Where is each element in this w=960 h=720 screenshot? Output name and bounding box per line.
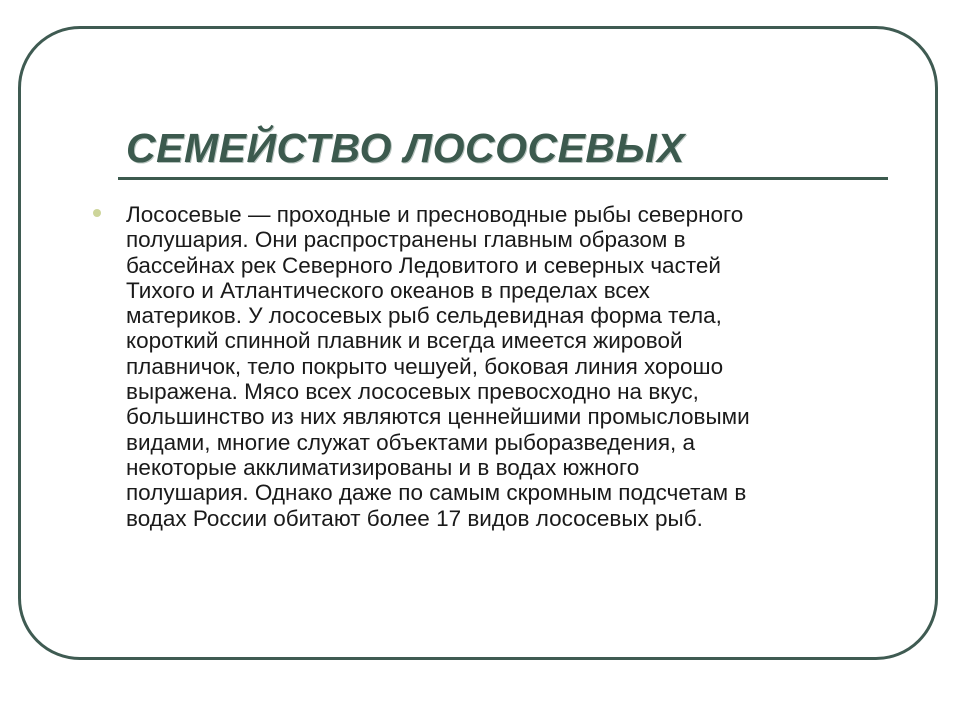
text-line: некоторые акклиматизированы и в водах южного (126, 454, 640, 480)
text-line: полушария. Однако даже по самым скромным подсчетам в (126, 480, 747, 506)
text-line: большинство из них являются ценнейшими промысловыми (126, 404, 750, 430)
bullet-text (126, 202, 886, 531)
bullet-icon (93, 209, 101, 217)
title-underline (118, 177, 888, 180)
text-line: короткий спинной плавник и всегда имеется жировой (126, 328, 683, 354)
text-line: водах России обитают более 17 видов лососевых рыб. (126, 505, 703, 531)
text-line: Лососевые — проходные и пресноводные рыбы северного (126, 202, 744, 227)
text-line: бассейнах рек Северного Ледовитого и северных частей (126, 252, 721, 278)
text-line: материков. У лососевых рыб сельдевидная форма тела, (126, 303, 722, 329)
text-line: плавничок, тело покрыто чешуей, боковая линия хорошо (126, 353, 724, 379)
text-line: выражена. Мясо всех лососевых превосходно на вкус, (126, 379, 699, 405)
text-line: видами, многие служат объектами рыборазведения, а (126, 429, 696, 455)
text-line: полушария. Они распространены главным образом в (126, 227, 686, 253)
text-line: Тихого и Атлантического океанов в пределах всех (126, 277, 650, 303)
slide-title: СЕМЕЙСТВО ЛОСОСЕВЫХ (126, 125, 685, 171)
